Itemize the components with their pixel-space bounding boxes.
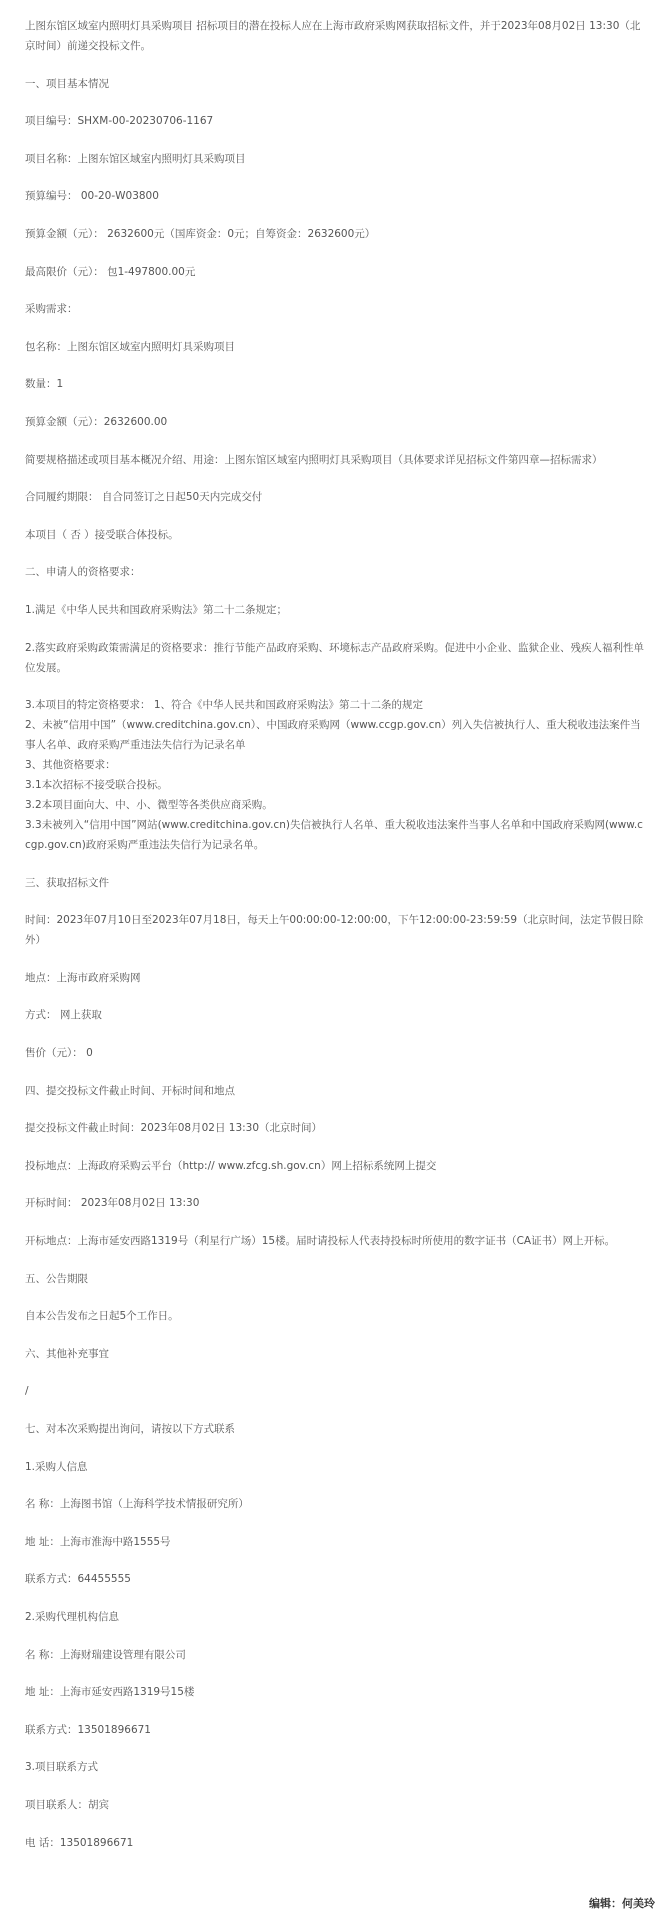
max-price: 最高限价（元）： 包1-497800.00元: [25, 265, 196, 278]
purchaser-phone: 联系方式：64455555: [25, 1573, 131, 1586]
bid-location: 投标地点：上海政府采购云平台（http:// www.zfcg.sh.gov.cn）网上招标系统网上提交: [25, 1159, 437, 1172]
announcement-body: [25, 16, 647, 1870]
editor-credit: 编辑：何美玲: [589, 1897, 655, 1910]
obtain-time: 时间：2023年07月10日至2023年07月18日，每天上午00:00:00-12:00:00，下午12:00:00-23:59:59（北京时间，法定节假日除外）: [25, 914, 644, 947]
section-heading-basic-info: 一、项目基本情况: [25, 77, 109, 90]
budget-number: 预算编号： 00-20-W03800: [25, 190, 159, 203]
opening-time: 开标时间： 2023年08月02日 13:30: [25, 1197, 200, 1210]
opening-location: 开标地点：上海市延安西路1319号（利星行广场）15楼。届时请投标人代表持投标时所使用的数字证书（CA证书）网上开标。: [25, 1235, 616, 1248]
section-heading-notice-period: 五、公告期限: [25, 1272, 88, 1285]
section-heading-deadline: 四、提交投标文件截止时间、开标时间和地点: [25, 1084, 235, 1097]
section-heading-qualifications: 二、申请人的资格要求：: [25, 566, 141, 579]
package-name: 包名称：上图东馆区域室内照明灯具采购项目: [25, 340, 235, 353]
project-contact-phone: 电 话：13501896671: [25, 1836, 134, 1849]
purchaser-name: 名 称：上海图书馆（上海科学技术情报研究所）: [25, 1498, 249, 1511]
other-matters: /: [25, 1385, 29, 1398]
qualification-2: 2.落实政府采购政策需满足的资格要求：推行节能产品政府采购、环境标志产品政府采购。促进中小企业、监狱企业、残疾人福利性单位发展。: [25, 641, 645, 674]
qualification-line: 2、未被“信用中国”（www.creditchina.gov.cn）、中国政府采购网（www.ccgp.gov.cn）列入失信被执行人、重大税收违法案件当事人名单、政府采购严重违法失信行为记录名单: [25, 719, 641, 752]
package-budget: 预算金额（元）：2632600.00: [25, 415, 168, 428]
agency-phone: 联系方式：13501896671: [25, 1723, 151, 1736]
spec-description: 简要规格描述或项目基本概况介绍、用途：上图东馆区域室内照明灯具采购项目（具体要求详见招标文件第四章—招标需求）: [25, 453, 603, 466]
qualification-line: 3.3未被列入“信用中国”网站(www.creditchina.gov.cn)失信被执行人名单、重大税收违法案件当事人名单和中国政府采购网(www.ccgp.gov.cn)政府采购严重违法失信行为记录名单。: [25, 819, 643, 852]
procurement-needs-label: 采购需求：: [25, 303, 78, 316]
project-number: 项目编号：SHXM-00-20230706-1167: [25, 115, 214, 128]
intro-paragraph: 上图东馆区域室内照明灯具采购项目 招标项目的潜在投标人应在上海市政府采购网获取招标文件，并于2023年08月02日 13:30（北京时间）前递交投标文件。: [25, 20, 641, 52]
qualification-line: 3.本项目的特定资格要求： 1、符合《中华人民共和国政府采购法》第二十二条的规定: [25, 699, 424, 712]
obtain-price: 售价（元）： 0: [25, 1047, 93, 1060]
agency-address: 地 址：上海市延安西路1319号15楼: [25, 1686, 195, 1699]
qualification-line: 3.1本次招标不接受联合投标。: [25, 779, 168, 792]
qualification-line: 3、其他资格要求：: [25, 759, 116, 772]
purchaser-address: 地 址：上海市淮海中路1555号: [25, 1535, 171, 1548]
section-heading-other: 六、其他补充事宜: [25, 1347, 109, 1360]
notice-period: 自本公告发布之日起5个工作日。: [25, 1310, 179, 1323]
agency-name: 名 称：上海财瑞建设管理有限公司: [25, 1648, 186, 1661]
purchaser-info-heading: 1.采购人信息: [25, 1460, 88, 1473]
contract-period: 合同履约期限： 自合同签订之日起50天内完成交付: [25, 491, 263, 504]
project-contact-person: 项目联系人：胡宾: [25, 1798, 109, 1811]
agency-info-heading: 2.采购代理机构信息: [25, 1610, 120, 1623]
bid-deadline: 提交投标文件截止时间：2023年08月02日 13:30（北京时间）: [25, 1122, 323, 1135]
qualification-1: 1.满足《中华人民共和国政府采购法》第二十二条规定；: [25, 603, 288, 616]
specific-qualifications: [25, 695, 647, 855]
quantity: 数量：1: [25, 378, 64, 391]
budget-amount: 预算金额（元）： 2632600元（国库资金：0元；自筹资金：2632600元）: [25, 227, 376, 240]
qualification-line: 3.2本项目面向大、中、小、微型等各类供应商采购。: [25, 799, 273, 812]
obtain-location: 地点：上海市政府采购网: [25, 971, 141, 984]
obtain-method: 方式： 网上获取: [25, 1009, 102, 1022]
project-contact-heading: 3.项目联系方式: [25, 1761, 99, 1774]
consortium-note: 本项目（ 否 ）接受联合体投标。: [25, 528, 179, 541]
project-name: 项目名称：上图东馆区域室内照明灯具采购项目: [25, 152, 246, 165]
section-heading-contact: 七、对本次采购提出询问，请按以下方式联系: [25, 1423, 235, 1435]
section-heading-obtain-docs: 三、获取招标文件: [25, 876, 109, 889]
